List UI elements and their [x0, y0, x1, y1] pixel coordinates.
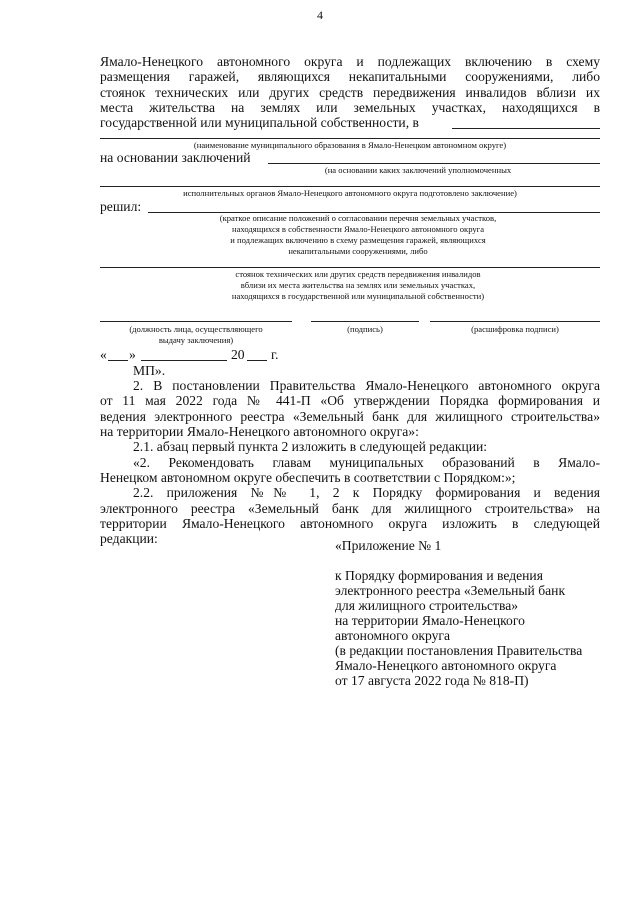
position-caption-2: выдачу заключения) — [158, 335, 234, 345]
page-number: 4 — [317, 8, 323, 22]
item2-line-2: от 11 мая 2022 года № 441-П «Об утверждении Порядка формирования и — [100, 393, 600, 408]
basis-caption: (на основании каких заключений уполномоченных — [324, 165, 512, 175]
item2-line-1: 2. В постановлении Правительства Ямало-Ненецкого автономного округа — [133, 378, 600, 393]
item2-line-3: ведения электронного реестра «Земельный банк для жилищного строительства» — [100, 409, 600, 424]
appendix-line-5: автономного округа — [335, 628, 451, 643]
appendix-line-8: от 17 августа 2022 года № 818-П) — [335, 673, 529, 688]
intro-line-1: Ямало-Ненецкого автономного округа и подлежащих включению в схему — [100, 54, 600, 69]
municipality-caption: (наименование муниципального образования в Ямало-Ненецком автономном округе) — [193, 140, 507, 150]
date-day-blank — [108, 360, 128, 361]
decision-caption-4: некапитальными сооружениями, либо — [288, 246, 428, 256]
decision-caption2-2: вблизи их места жительства на землях или земельных участках, — [240, 280, 476, 290]
intro-line-4: места жительства на землях или земельных участках, находящихся в — [100, 100, 600, 115]
decision-caption-1: (краткое описание положений о согласовании перечня земельных участков, — [219, 213, 497, 223]
appendix-line-6: (в редакции постановления Правительства — [335, 643, 583, 658]
date-month-blank — [141, 360, 227, 361]
item22-line-3: территории Ямало-Ненецкого автономного округа изложить в следующей — [100, 516, 600, 531]
item21-heading: 2.1. абзац первый пункта 2 изложить в следующей редакции: — [133, 439, 488, 454]
item22-last-line: редакции: — [100, 531, 158, 546]
decision-second-line — [100, 267, 600, 268]
date-year-blank — [247, 360, 267, 361]
stamp-mark: МП». — [133, 363, 166, 378]
item22-line-1: 2.2. приложения №№ 1, 2 к Порядку формирования и ведения — [133, 485, 600, 500]
item21-quote-last: Ненецком автономном округе обеспечить в соответствии с Порядком:»; — [100, 470, 516, 485]
intro-line-2: размещения гаражей, являющихся некапитальными сооружениями, либо — [100, 69, 600, 84]
position-caption: (должность лица, осуществляющего — [129, 324, 263, 334]
date-close-quote: » — [129, 347, 136, 362]
date-year-prefix: 20 — [231, 347, 245, 362]
municipality-line — [100, 138, 600, 139]
decision-caption-2: находящихся в собственности Ямало-Ненецкого автономного округа — [231, 224, 485, 234]
basis-label: на основании заключений — [100, 150, 251, 165]
date-year-suffix: г. — [271, 347, 279, 362]
signature-line — [311, 321, 419, 322]
decision-caption2-3: находящихся в государственной или муниципальной собственности) — [231, 291, 485, 301]
decision-caption-3: и подлежащих включению в схему размещения гаражей, являющихся — [230, 235, 486, 245]
appendix-line-4: на территории Ямало-Ненецкого — [335, 613, 525, 628]
appendix-line-7: Ямало-Ненецкого автономного округа — [335, 658, 557, 673]
appendix-line-3: для жилищного строительства» — [335, 598, 519, 613]
intro-last-line: государственной или муниципальной собственности, в — [100, 115, 419, 130]
basis-blank-line — [268, 163, 600, 164]
item22-line-2: электронного реестра «Земельный банк для жилищного строительства» на — [100, 501, 600, 516]
decoding-caption: (расшифровка подписи) — [471, 324, 559, 334]
item21-quote-line: «2. Рекомендовать главам муниципальных образований в Ямало- — [133, 455, 600, 470]
intro-line-3: стоянок технических или других средств передвижения инвалидов вблизи их — [100, 85, 600, 100]
basis-second-line — [100, 186, 600, 187]
appendix-line-1: к Порядку формирования и ведения — [335, 568, 543, 583]
date-open-quote: « — [100, 347, 107, 362]
decision-caption2-1: стоянок технических или других средств передвижения инвалидов — [235, 269, 481, 279]
decided-label: решил: — [100, 199, 142, 214]
position-line — [100, 321, 292, 322]
basis-caption-2: исполнительных органов Ямало-Ненецкого автономного округа подготовлено заключение) — [183, 188, 517, 198]
appendix-title: «Приложение № 1 — [335, 538, 442, 553]
decoding-line — [430, 321, 600, 322]
appendix-line-2: электронного реестра «Земельный банк — [335, 583, 566, 598]
municipality-blank-line — [452, 128, 600, 129]
signature-caption: (подпись) — [347, 324, 383, 334]
item2-last-line: на территории Ямало-Ненецкого автономного округа»: — [100, 424, 419, 439]
